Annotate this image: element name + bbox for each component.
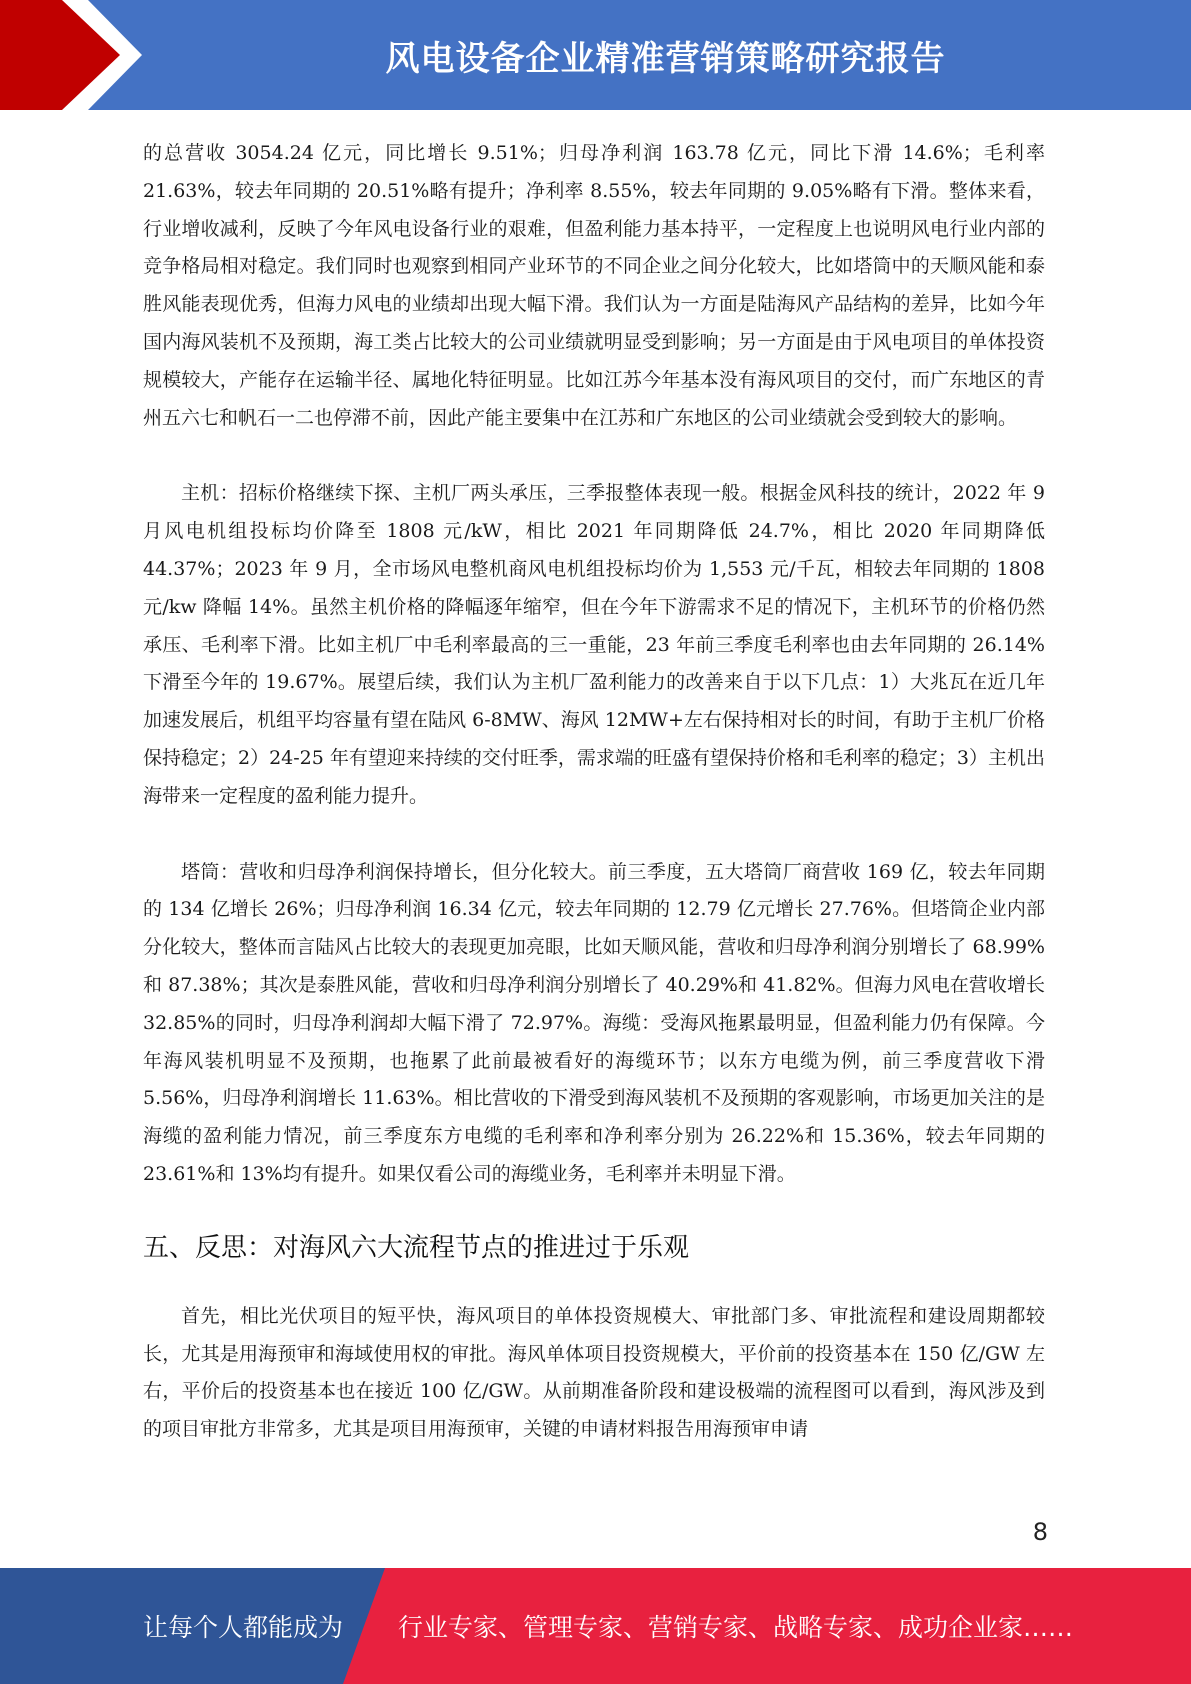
paragraph-tower-cable: 塔筒：营收和归母净利润保持增长，但分化较大。前三季度，五大塔筒厂商营收 169 亿，较去年同期的 134 亿增长 26%；归母净利润 16.34 亿元，较去年同期的 12.79 亿元增长 27.76%。但塔筒企业内部分化较大，整体而言陆风占比较大的表现更加亮眼，比如天顺风能，营收和归母净利润分别增长了 68.99%和 87.38%；其次是泰胜风能，营收和归母净利润分别增长了 40.29%和 41.82%。但海力风电在营收增长 32.85%的同时，归母净利润却大幅下滑了 72.97%。海缆：受海风拖累最明显，但盈利能力仍有保障。今年海风装机明显不及预期，也拖累了此前最被看好的海缆环节；以东方电缆为例，前三季度营收下滑 5.56%，归母净利润增长 11.63%。相比营收的下滑受到海风装机不及预期的客观影响，市场更加关注的是海缆的盈利能力情况，前三季度东方电缆的毛利率和净利率分别为 26.22%和 15.36%，较去年同期的 23.61%和 13%均有提升。如果仅看公司的海缆业务，毛利率并未明显下滑。 [143, 860, 1045, 1185]
page-header [0, 0, 1191, 110]
paragraph-revenue-overview: 的总营收 3054.24 亿元，同比增长 9.51%；归母净利润 163.78 亿元，同比下滑 14.6%；毛利率 21.63%，较去年同期的 20.51%略有提升；净利率 8.55%，较去年同期的 9.05%略有下滑。整体来看，行业增收减利，反映了今年风电设备行业的艰难，但盈利能力基本持平，一定程度上也说明风电行业内部的竞争格局相对稳定。我们同时也观察到相同产业环节的不同企业之间分化较大，比如塔筒中的天顺风能和泰胜风能表现优秀，但海力风电的业绩却出现大幅下滑。我们认为一方面是陆海风产品结构的差异，比如今年国内海风装机不及预期，海工类占比较大的公司业绩就明显受到影响；另一方面是由于风电项目的单体投资规模较大，产能存在运输半径、属地化特征明显。比如江苏今年基本没有海风项目的交付，而广东地区的青州五六七和帆石一二也停滞不前，因此产能主要集中在江苏和广东地区的公司业绩就会受到较大的影响。 [143, 142, 1045, 429]
page-footer [0, 1568, 1191, 1684]
footer-slogan-left: 让每个人都能成为 [143, 1613, 344, 1642]
report-title: 风电设备企业精准营销策略研究报告 [385, 38, 946, 79]
paragraph-main-turbine: 主机：招标价格继续下探、主机厂两头承压，三季报整体表现一般。根据金风科技的统计，2022 年 9 月风电机组投标均价降至 1808 元/kW，相比 2021 年同期降低 24.7%，相比 2020 年同期降低 44.37%；2023 年 9 月，全市场风电整机商风电机组投标均价为 1,553 元/千瓦，相较去年同期的 1808 元/kw 降幅 14%。虽然主机价格的降幅逐年缩窄，但在今年下游需求不足的情况下，主机环节的价格仍然承压、毛利率下滑。比如主机厂中毛利率最高的三一重能，23 年前三季度毛利率也由去年同期的 26.14%下滑至今年的 19.67%。展望后续，我们认为主机厂盈利能力的改善来自于以下几点：1）大兆瓦在近几年加速发展后，机组平均容量有望在陆风 6-8MW、海风 12MW+左右保持相对长的时间，有助于主机厂价格保持稳定；2）24-25 年有望迎来持续的交付旺季，需求端的旺盛有望保持价格和毛利率的稳定；3）主机出海带来一定程度的盈利能力提升。 [143, 482, 1045, 807]
paragraph-section-five: 首先，相比光伏项目的短平快，海风项目的单体投资规模大、审批部门多、审批流程和建设周期都较长，尤其是用海预审和海域使用权的审批。海风单体项目投资规模大，平价前的投资基本在 150 亿/GW 左右，平价后的投资基本也在接近 100 亿/GW。从前期准备阶段和建设极端的流程图可以看到，海风涉及到的项目审批方非常多，尤其是项目用海预审，关键的申请材料报告用海预审申请 [143, 1304, 1045, 1441]
header-arrow-decoration [0, 0, 160, 110]
footer-slogan-right: 行业专家、管理专家、营销专家、战略专家、成功企业家…… [398, 1613, 1074, 1642]
page-number: 8 [1032, 1518, 1048, 1546]
page-content [143, 135, 1045, 1449]
section-heading: 五、反思：对海风六大流程节点的推进过于乐观 [143, 1232, 690, 1263]
